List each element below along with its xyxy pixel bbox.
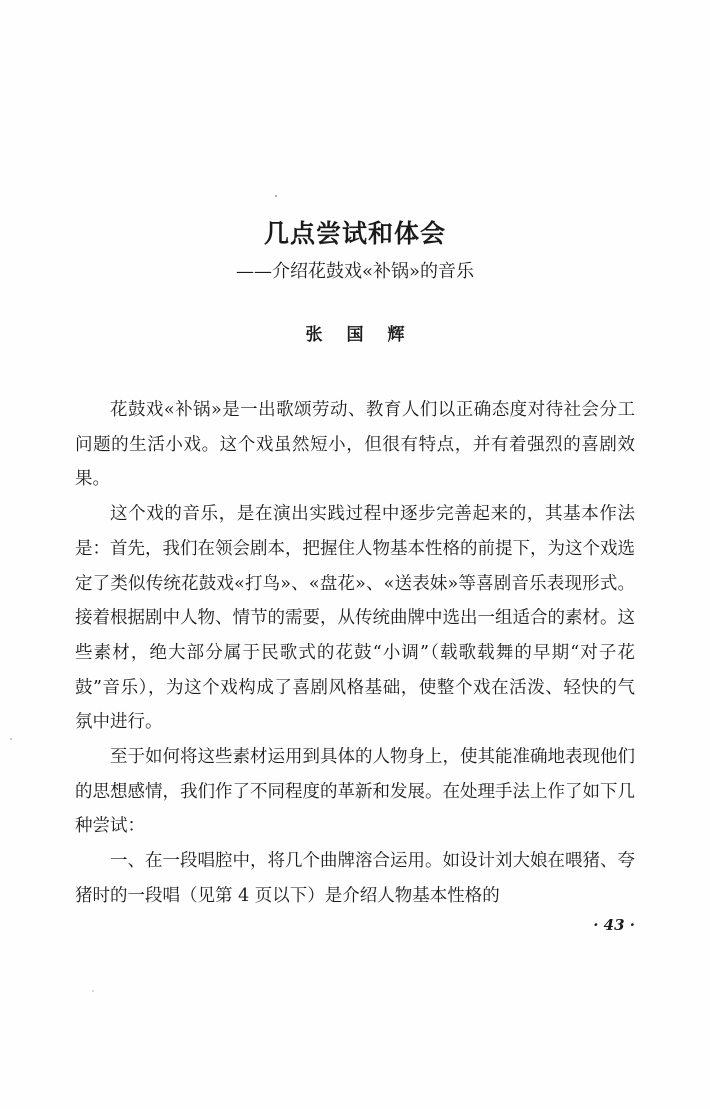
speck: [275, 195, 277, 197]
article-subtitle: ——介绍花鼓戏«补锅»的音乐: [235, 261, 475, 282]
body-paragraph: 这个戏的音乐，是在演出实践过程中逐步完善起来的，其基本作法是：首先，我们在领会剧本，把握住人物基本性格的前提下，为这个戏选定了类似传统花鼓戏«打鸟»、«盘花»、«送表妹»等喜剧音乐表现形式。接着根据剧中人物、情节的需要，从传统曲牌中选出一组适合的素材。这些素材，绝大部分属于民歌式的花鼓“小调”（载歌载舞的早期“对子花鼓”音乐），为这个戏构成了喜剧风格基础，使整个戏在活泼、轻快的气氛中进行。: [75, 504, 635, 733]
body-paragraph: 至于如何将这些素材运用到具体的人物身上，使其能准确地表现他们的思想感情，我们作了不同程度的革新和发展。在处理手法上作了如下几种尝试：: [75, 747, 635, 837]
speck: [92, 990, 94, 992]
body-paragraph: 花鼓戏«补锅»是一出歌颂劳动、教育人们以正确态度对待社会分工问题的生活小戏。这个戏虽然短小，但很有特点，并有着强烈的喜剧效果。: [75, 400, 635, 490]
article-author: 张国辉: [305, 325, 429, 345]
article-body: [75, 393, 635, 914]
page-number: · 43 ·: [593, 916, 635, 934]
body-paragraph: 一、在一段唱腔中，将几个曲牌溶合运用。如设计刘大娘在喂猪、夸猪时的一段唱（见第 4 页以下）是介绍人物基本性格的: [75, 851, 635, 906]
article-title: 几点尝试和体会: [263, 219, 446, 248]
speck: [10, 738, 12, 740]
